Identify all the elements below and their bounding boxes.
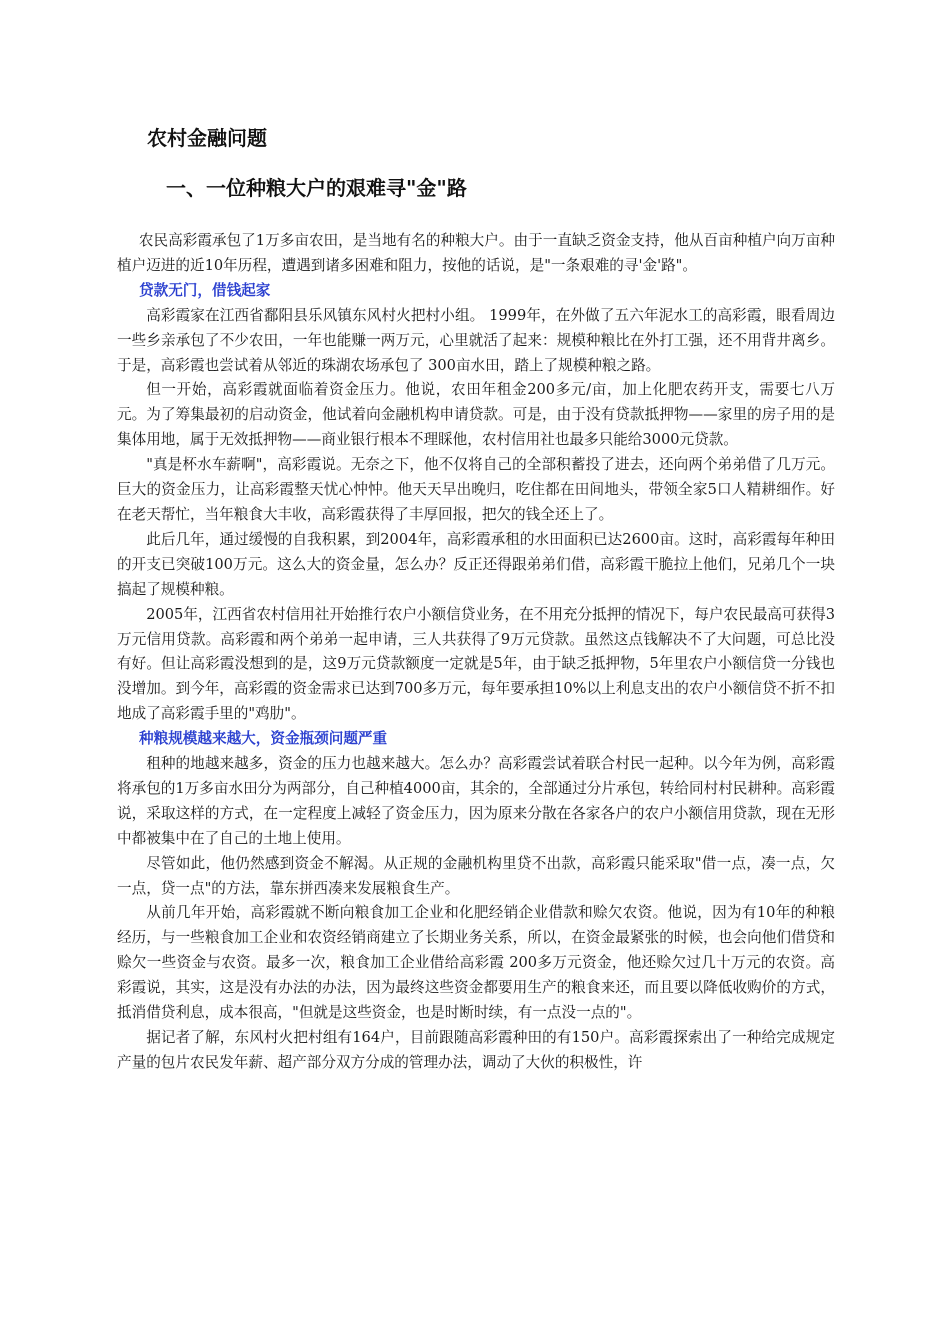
paragraph: 高彩霞家在江西省鄱阳县乐风镇东风村火把村小组。 1999年，在外做了五六年泥水工的高彩霞，眼看周边一些乡亲承包了不少农田，一年也能赚一两万元，心里就活了起来：规模种粮比在外打工强，还不用背井离乡。于是，高彩霞也尝试着从邻近的珠湖农场承包了 300亩水田，踏上了规模种粮之路。 <box>117 306 835 374</box>
subheading-loan: 贷款无门，借钱起家 <box>139 281 271 299</box>
article-body <box>117 229 835 1076</box>
document-title: 农村金融问题 <box>147 126 267 150</box>
paragraph: 2005年，江西省农村信用社开始推行农户小额信贷业务，在不用充分抵押的情况下，每户农民最高可获得3万元信用贷款。高彩霞和两个弟弟一起申请，三人共获得了9万元贷款。虽然这点钱解决不了大问题，可总比没有好。但让高彩霞没想到的是，这9万元贷款额度一定就是5年，由于缺乏抵押物，5年里农户小额信贷一分钱也没增加。到今年，高彩霞的资金需求已达到700多万元，每年要承担10%以上利息支出的农户小额信贷不折不扣地成了高彩霞手里的"鸡肋"。 <box>117 605 835 723</box>
paragraph: 据记者了解，东风村火把村组有164户，目前跟随高彩霞种田的有150户。高彩霞探索出了一种给完成规定产量的包片农民发年薪、超产部分双方分成的管理办法，调动了大伙的积极性，许 <box>117 1029 835 1071</box>
paragraph: "真是杯水车薪啊"，高彩霞说。无奈之下，他不仅将自己的全部积蓄投了进去，还向两个弟弟借了几万元。巨大的资金压力，让高彩霞整天忧心忡忡。他天天早出晚归，吃住都在田间地头，带领全家5口人精耕细作。好在老天帮忙，当年粮食大丰收，高彩霞获得了丰厚回报，把欠的钱全还上了。 <box>117 456 835 523</box>
paragraph: 租种的地越来越多，资金的压力也越来越大。怎么办？高彩霞尝试着联合村民一起种。以今年为例，高彩霞将承包的1万多亩水田分为两部分，自己种植4000亩，其余的，全部通过分片承包，转给同村村民耕种。高彩霞说，采取这样的方式，在一定程度上减轻了资金压力，因为原来分散在各家各户的农户小额信用贷款，现在无形中都被集中在了自己的土地上使用。 <box>117 755 835 847</box>
paragraph: 此后几年，通过缓慢的自我积累，到2004年，高彩霞承租的水田面积已达2600亩。这时，高彩霞每年种田的开支已突破100万元。这么大的资金量，怎么办？反正还得跟弟弟们借，高彩霞干脆拉上他们，兄弟几个一块搞起了规模种粮。 <box>117 530 835 598</box>
section-title: 一、一位种粮大户的艰难寻"金"路 <box>166 176 467 200</box>
subheading-scale: 种粮规模越来越大，资金瓶颈问题严重 <box>139 730 388 748</box>
paragraph: 尽管如此，他仍然感到资金不解渴。从正规的金融机构里贷不出款，高彩霞只能采取"借一点，凑一点，欠一点，贷一点"的方法，靠东拼西凑来发展粮食生产。 <box>117 854 835 897</box>
intro-paragraph: 农民高彩霞承包了1万多亩农田，是当地有名的种粮大户。由于一直缺乏资金支持，他从百亩种植户向万亩种植户迈进的近10年历程，遭遇到诸多困难和阻力，按他的话说，是"一条艰难的寻'金'路"。 <box>117 232 835 274</box>
paragraph: 从前几年开始，高彩霞就不断向粮食加工企业和化肥经销企业借款和赊欠农资。他说，因为有10年的种粮经历，与一些粮食加工企业和农资经销商建立了长期业务关系，所以，在资金最紧张的时候，也会向他们借贷和赊欠一些资金与农资。最多一次，粮食加工企业借给高彩霞 200多万元资金，他还赊欠过几十万元的农资。高彩霞说，其实，这是没有办法的办法，因为最终这些资金都要用生产的粮食来还，而且要以降低收购价的方式，抵消借贷利息，成本很高，"但就是这些资金，也是时断时续，有一点没一点的"。 <box>117 904 835 1022</box>
paragraph: 但一开始，高彩霞就面临着资金压力。他说，农田年租金200多元/亩，加上化肥农药开支，需要七八万元。为了筹集最初的启动资金，他试着向金融机构申请贷款。可是，由于没有贷款抵押物——家里的房子用的是集体用地，属于无效抵押物——商业银行根本不理睬他，农村信用社也最多只能给3000元贷款。 <box>117 381 835 449</box>
